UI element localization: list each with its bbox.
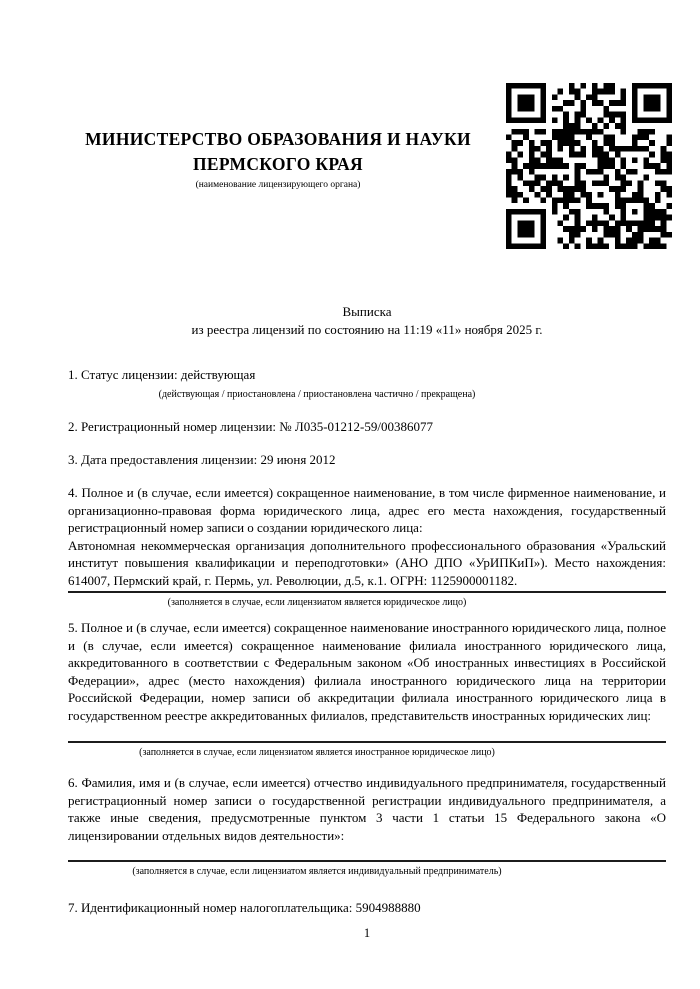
item-4-value: Автономная некоммерческая организация дополнительного профессионального образования «Уральский институт повышения квалификации и переподготовки» (АНО ДПО «УрИПКиП»). Место нахождения: 614007, Пермский край, г. Пермь, ул. Революции, д.5, к.1. ОГРН: 1125900001182. xyxy=(68,537,666,588)
item-2-registration-number: 2. Регистрационный номер лицензии: № Л035-01212-59/00386077 xyxy=(68,419,434,434)
item-1-status-options-note: (действующая / приостановлена / приостановлена частично / прекращена) xyxy=(158,389,476,400)
item-5-label: 5. Полное и (в случае, если имеется) сокращенное наименование иностранного юридического лица, полное и (в случае, если имеется) сокращенное наименование филиала иностранного юридического лица, аккредитованного в соответствии с Федеральным законом «Об иностранных инвестициях в Российской Федерации», адрес (место нахождения) филиала иностранного юридического лица на территории Российской Федерации, номер записи об аккредитации филиала иностранного юридического лица в государственном реестре аккредитованных филиалов, представительств иностранных юридических лиц: xyxy=(68,620,666,723)
document-title xyxy=(68,303,666,338)
item-5-foreign-entity xyxy=(68,619,666,759)
item-5-note: (заполняется в случае, если лицензиатом является иностранное юридическое лицо) xyxy=(139,747,495,758)
page-number: 1 xyxy=(363,926,371,940)
item-6-fill-rule xyxy=(68,860,666,862)
item-6-label: 6. Фамилия, имя и (в случае, если имеется) отчество индивидуального предпринимателя, государственный регистрационный номер записи о государственной регистрации индивидуального предпринимателя, а также иные сведения, предусмотренные пунктом 3 части 1 статьи 15 Федерального закона «О лицензировании отдельных видов деятельности»: xyxy=(68,775,666,843)
item-6-note: (заполняется в случае, если лицензиатом является индивидуальный предприниматель) xyxy=(132,866,502,877)
item-4-fill-rule xyxy=(68,591,666,593)
licensing-authority-header xyxy=(56,127,500,190)
document-title-line1: Выписка xyxy=(342,304,392,319)
item-4-legal-entity xyxy=(68,484,666,609)
document-title-line2: из реестра лицензий по состоянию на 11:19 «11» ноября 2025 г. xyxy=(191,321,543,337)
qr-code-matrix xyxy=(505,83,673,249)
item-7-taxpayer-id: 7. Идентификационный номер налогоплательщика: 5904988880 xyxy=(68,900,421,915)
item-6-entrepreneur xyxy=(68,774,666,878)
ministry-name-line2: ПЕРМСКОГО КРАЯ xyxy=(193,154,363,174)
item-1-license-status: 1. Статус лицензии: действующая xyxy=(68,367,256,382)
item-3-grant-date: 3. Дата предоставления лицензии: 29 июня 2012 xyxy=(68,452,336,467)
item-4-note: (заполняется в случае, если лицензиатом является юридическое лицо) xyxy=(167,597,467,608)
qr-code-icon xyxy=(505,83,673,249)
ministry-caption: (наименование лицензирующего органа) xyxy=(195,180,361,190)
item-5-fill-rule xyxy=(68,741,666,743)
item-4-label: 4. Полное и (в случае, если имеется) сокращенное наименование, в том числе фирменное наименование, и организационно-правовая форма юридического лица, адрес его места нахождения, государственный регистрационный номер записи о создании юридического лица: xyxy=(68,485,666,535)
ministry-name-line1: МИНИСТЕРСТВО ОБРАЗОВАНИЯ И НАУКИ xyxy=(85,129,471,149)
